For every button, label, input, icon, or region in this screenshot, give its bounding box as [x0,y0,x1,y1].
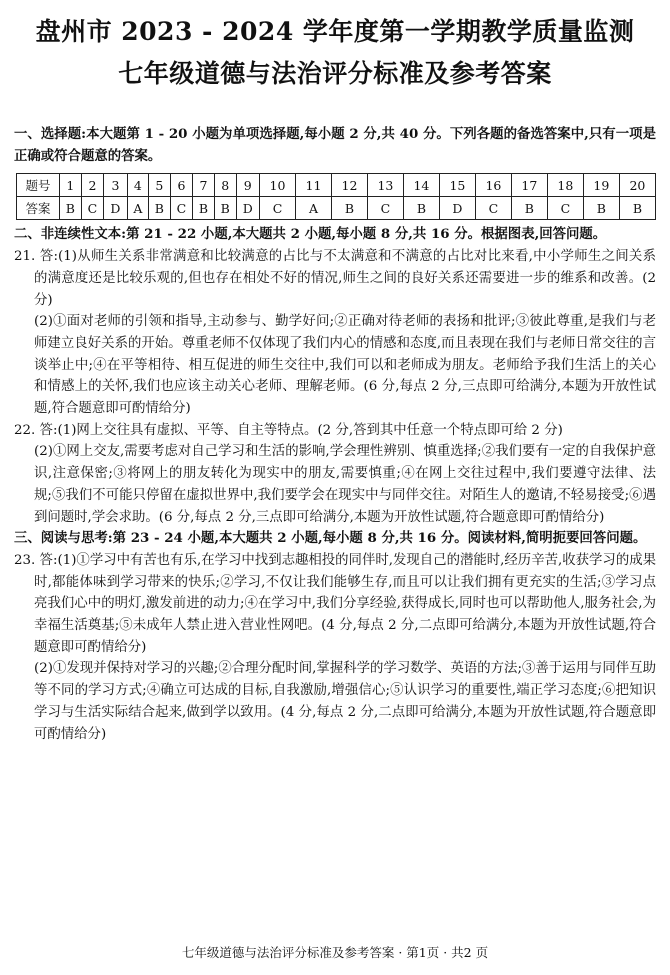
q21-part2: (2)①面对老师的引领和指导,主动参与、勤学好问;②正确对待老师的表扬和批评;③彼此尊重,是我们与老师建立良好关系的开始。尊重老师不仅体现了我们内心的情感和态度,而且表现在我们与老师日常交往的言谈举止中;④在平等相待、相互促进的师生交往中,我们可以和老师成为朋友。老师给予我们生活上的关心和情感上的关怀,我们也应该主动关心老师、理解老师。(6 分,每点 2 分,三点即可给满分,本题为开放性试题,符合题意即可酌情给分) [34,314,656,417]
section1-heading: 一、选择题:本大题第 1 - 20 小题为单项选择题,每小题 2 分,共 40 分。下列各题的备选答案中,只有一项是正确或符合题意的答案。 [14,126,656,164]
answer-body [14,124,656,745]
question-number-cell: 11 [295,174,331,197]
answer-cell: B [403,197,439,220]
answer-cell: B [193,197,215,220]
section2-heading: 二、非连续性文本:第 21 - 22 小题,本大题共 2 小题,每小题 8 分,共 16 分。根据图表,回答问题。 [14,226,607,243]
answer-cell: D [104,197,127,220]
question-number-cell: 17 [511,174,547,197]
question-number-cell: 7 [193,174,215,197]
answer-cell: B [331,197,367,220]
answer-cell: A [127,197,148,220]
answer-cell: B [511,197,547,220]
section3-heading: 三、阅读与思考:第 23 - 24 小题,本大题共 2 小题,每小题 8 分,共 16 分。阅读材料,简明扼要回答问题。 [14,530,647,547]
answer-cell: C [170,197,193,220]
q22-part2: (2)①网上交友,需要考虑对自己学习和生活的影响,学会理性辨别、慎重选择;②我们要有一定的自我保护意识,注意保密;③将网上的朋友转化为现实中的朋友,需要慎重;④在网上交往过程中,我们要遵守法律、法规;⑤我们不可能只停留在虚拟世界中,我们要学会在现实中与同伴交往。对陌生人的邀请,不轻易接受;⑥遇到问题时,学会求助。(6 分,每点 2 分,三点即可给满分,本题为开放性试题,符合题意即可酌情给分) [34,444,656,525]
question-number-cell: 12 [331,174,367,197]
question-number-cell: 6 [170,174,193,197]
exam-title: 盘州市 2023 - 2024 学年度第一学期教学质量监测 [35,17,635,46]
question-number-cell: 15 [439,174,475,197]
question-number-cell: 8 [214,174,236,197]
exam-subtitle: 七年级道德与法治评分标准及参考答案 [118,59,552,88]
answer-cell: D [236,197,259,220]
q22-part1: 22. 答:(1)网上交往具有虚拟、平等、自主等特点。(2 分,答到其中任意一个特点即可给 2 分) [14,422,563,438]
question-number-cell: 13 [367,174,403,197]
answer-cell: D [439,197,475,220]
question-number-row [17,174,656,197]
answer-cell: B [60,197,82,220]
answer-cell: C [475,197,511,220]
answer-table [16,173,656,220]
question-number-cell: 4 [127,174,148,197]
page-footer: 七年级道德与法治评分标准及参考答案 · 第1页 · 共2 页 [181,945,489,960]
question-number-cell: 2 [81,174,104,197]
question-number-cell: 3 [104,174,127,197]
question-number-cell: 20 [619,174,655,197]
answer-cell: B [619,197,655,220]
question-number-cell: 14 [403,174,439,197]
answer-cell: C [81,197,104,220]
question-number-cell: 19 [583,174,619,197]
answer-cell: A [295,197,331,220]
question-number-cell: 9 [236,174,259,197]
q23-part1: 23. 答:(1)①学习中有苦也有乐,在学习中找到志趣相投的同伴时,发现自己的潜能时,经历辛苦,收获学习的成果时,都能体味到学习带来的快乐;②学习,不仅让我们能够生存,而且可以让我们拥有更充实的生活;③学习点亮我们心中的明灯,激发前进的动力;④在学习中,我们分享经验,获得成长,同时也可以帮助他人,服务社会,为幸福生活奠基;⑤未成年人禁止进入营业性网吧。(4 分,每点 2 分,二点即可给满分,本题为开放性试题,符合题意即可酌情给分) [14,552,656,655]
answer-row [17,197,656,220]
q21-part1: 21. 答:(1)从师生关系非常满意和比较满意的占比与不太满意和不满意的占比对比来看,中小学师生之间关系的满意度还是比较乐观的,但也存在相处不好的情况,师生之间的良好关系还需要进一步的维系和改善。(2 分) [14,249,656,308]
question-number-cell: 18 [547,174,583,197]
q23-part2: (2)①发现并保持对学习的兴趣;②合理分配时间,掌握科学的学习数学、英语的方法;③善于运用与同伴互助等不同的学习方式;④确立可达成的目标,自我激励,增强信心;⑤认识学习的重要性,端正学习态度;⑥把知识学习与生活实际结合起来,做到学以致用。(4 分,每点 2 分,二点即可给满分,本题为开放性试题,符合题意即可酌情给分) [34,661,656,742]
answer-cell: B [583,197,619,220]
question-number-cell: 1 [60,174,82,197]
answer-cell: C [367,197,403,220]
question-number-cell: 16 [475,174,511,197]
row-label-answer: 答案 [17,197,60,220]
row-label-number: 题号 [17,174,60,197]
answer-cell: C [260,197,296,220]
answer-cell: B [149,197,171,220]
answer-cell: B [214,197,236,220]
answer-cell: C [547,197,583,220]
question-number-cell: 10 [260,174,296,197]
question-number-cell: 5 [149,174,171,197]
